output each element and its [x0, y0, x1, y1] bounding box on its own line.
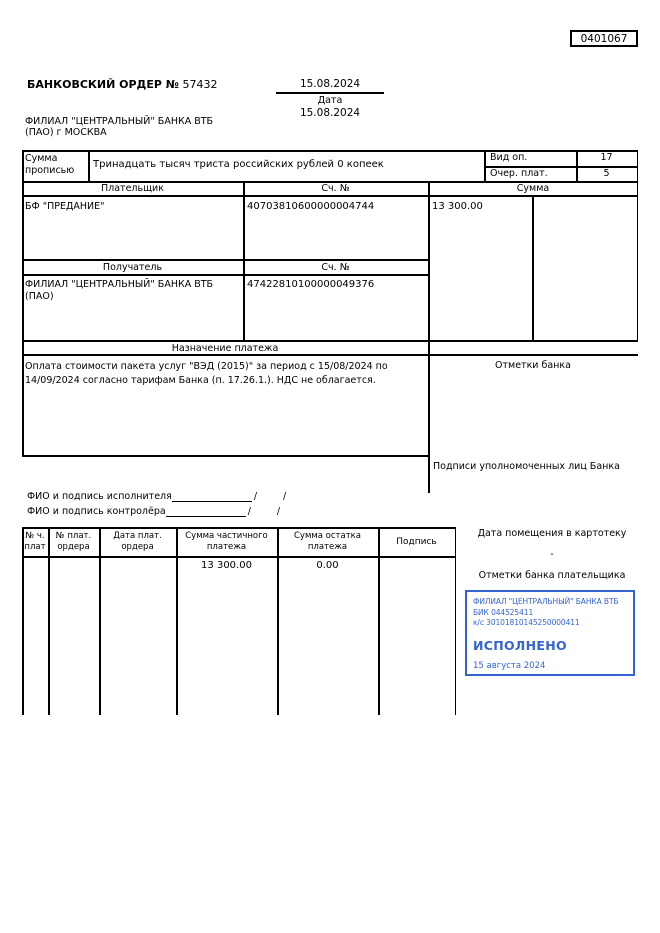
card-file-date-value: -: [550, 549, 554, 560]
signature-slash: /: [283, 491, 287, 502]
executor-signature-row: [27, 488, 286, 502]
col-header-text: плат: [24, 541, 46, 552]
signature-slash: /: [253, 491, 258, 502]
col-header-remainder-amount: [277, 531, 378, 552]
divider-line: [22, 556, 456, 558]
payment-purpose-text: Оплата стоимости пакета услуг "ВЭД (2015)" за период с 15/08/2024 по 14/09/2024 согласно тарифам Банка (п. 17.26.1.). НДС не облагается.: [25, 361, 388, 386]
col-header-text: Сумма остатка: [293, 531, 362, 541]
divider-line: [22, 274, 429, 276]
sum-column-label: Сумма: [516, 183, 550, 194]
divider-line: [176, 527, 178, 715]
op-type-value: 17: [600, 152, 613, 163]
date-value: 15.08.2024: [276, 78, 384, 94]
payer-name: БФ "ПРЕДАНИЕ": [25, 201, 105, 212]
payer-section-label: Плательщик: [101, 183, 164, 194]
signature-slash: /: [276, 506, 281, 517]
divider-line: [637, 150, 639, 342]
stamp-date: 15 августа 2024: [473, 660, 546, 671]
col-header-signature: Подпись: [396, 537, 437, 547]
date-value-2: 15.08.2024: [299, 107, 361, 119]
bank-signatures-label: Подписи уполномоченных лиц Банка: [433, 461, 620, 472]
card-file-date-label: Дата помещения в картотеку: [477, 528, 627, 539]
divider-line: [99, 527, 101, 715]
divider-line: [22, 340, 638, 342]
divider-line: [22, 527, 456, 529]
divider-line: [22, 455, 430, 457]
col-header-text: № ч.: [25, 531, 45, 541]
divider-line: [455, 527, 457, 715]
divider-line: [532, 195, 534, 341]
stamp-bik: БИК 044525411: [473, 607, 534, 617]
divider-line: [243, 181, 245, 341]
document-title: БАНКОВСКИЙ ОРДЕР №: [27, 78, 179, 91]
col-header-text: № плат.: [55, 531, 92, 541]
col-header-order-date: [99, 531, 176, 552]
col-header-text: ордера: [57, 541, 90, 552]
bank-marks-label: Отметки банка: [495, 360, 571, 371]
op-type-label: Вид оп.: [490, 152, 528, 163]
divider-line: [378, 527, 380, 715]
col-header-order-number: [48, 531, 99, 552]
document-title-row: [27, 78, 218, 91]
payment-amount: 13 300.00: [432, 201, 483, 212]
signature-blank-line: [172, 490, 252, 502]
divider-line: [22, 150, 24, 457]
divider-line: [22, 150, 638, 152]
priority-value: 5: [603, 168, 610, 179]
date-label: Дата: [317, 95, 343, 106]
form-code-box: [570, 30, 638, 47]
controller-signature-row: [27, 503, 280, 517]
form-code: 0401067: [580, 32, 628, 45]
col-header-partial-amount: [176, 531, 277, 552]
issuing-bank-line2: (ПАО) г МОСКВА: [25, 127, 107, 138]
recipient-name-line2: (ПАО): [25, 291, 54, 302]
signature-blank-line: [166, 505, 246, 517]
purpose-section-label: Назначение платежа: [171, 343, 279, 354]
recipient-section-label: Получатель: [102, 262, 163, 273]
col-header-text: ордера: [121, 541, 154, 552]
payer-account-label: Сч. №: [321, 183, 350, 194]
priority-label: Очер. плат.: [490, 168, 548, 179]
col-header-text: Сумма частичного: [185, 531, 268, 541]
col-header-text: платежа: [206, 541, 247, 552]
remainder-amount-value: 0.00: [316, 560, 339, 571]
payer-bank-marks-label: Отметки банка плательщика: [478, 570, 626, 581]
payer-account: 40703810600000004744: [247, 201, 375, 212]
controller-signature-label: ФИО и подпись контролёра: [27, 506, 166, 517]
col-header-text: Дата плат.: [113, 531, 162, 541]
recipient-account-label: Сч. №: [321, 262, 350, 273]
signature-slash: /: [247, 506, 251, 517]
divider-line: [484, 150, 486, 181]
divider-line: [48, 527, 50, 715]
stamp-bank-name: ФИЛИАЛ "ЦЕНТРАЛЬНЫЙ" БАНКА ВТБ: [473, 597, 619, 606]
divider-line: [277, 527, 279, 715]
partial-amount-value: 13 300.00: [201, 560, 252, 571]
stamp-corr-account: к/с 30101810145250000411: [473, 618, 580, 627]
divider-line: [22, 195, 638, 197]
divider-line: [428, 181, 430, 493]
order-number: 57432: [182, 78, 218, 91]
date-block: [276, 78, 384, 119]
amount-in-words: Тринадцать тысяч триста российских рублей 0 копеек: [93, 159, 384, 170]
divider-line: [22, 527, 24, 715]
amount-words-label-line2: прописью: [25, 165, 75, 176]
col-header-text: платежа: [307, 541, 348, 552]
issuing-bank-line1: ФИЛИАЛ "ЦЕНТРАЛЬНЫЙ" БАНКА ВТБ: [25, 116, 214, 127]
recipient-name-line1: ФИЛИАЛ "ЦЕНТРАЛЬНЫЙ" БАНКА ВТБ: [25, 279, 214, 290]
col-header-partial-number: [22, 531, 48, 552]
executor-signature-label: ФИО и подпись исполнителя: [27, 491, 172, 502]
bank-execution-stamp: [465, 590, 635, 676]
divider-line: [88, 150, 90, 181]
recipient-account: 47422810100000049376: [247, 279, 375, 290]
stamp-status: ИСПОЛНЕНО: [473, 637, 567, 653]
divider-line: [22, 259, 429, 261]
amount-words-label-line1: Сумма: [25, 153, 58, 164]
